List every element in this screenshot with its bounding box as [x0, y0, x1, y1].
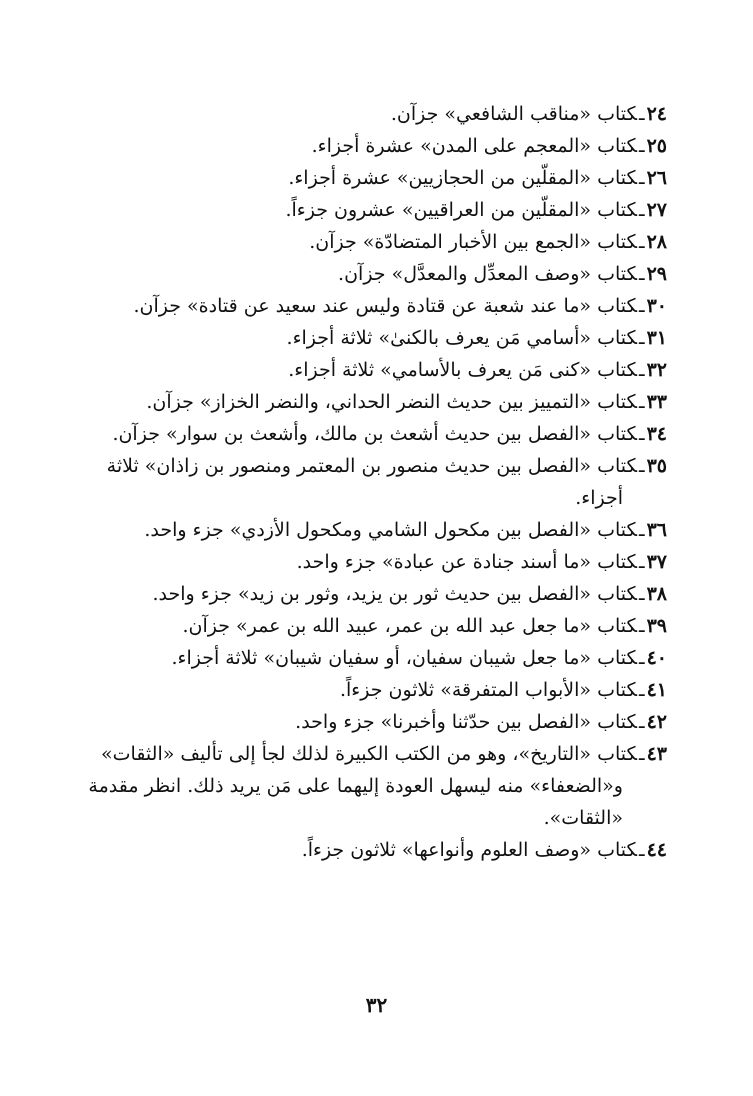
entry-text: كتاب «وصف العلوم وأنواعها» ثلاثون جزءاً.	[301, 839, 637, 861]
entry-number: ٢٦	[646, 167, 667, 189]
entry-number: ٣٠	[646, 295, 667, 317]
list-item: ٢٦ـكتاب «المقلّين من الحجازيين» عشرة أجزاء.	[288, 167, 667, 189]
entry-continuation: «الثقات».	[543, 807, 623, 829]
entry-number: ٤١	[646, 679, 667, 701]
list-item: ٤١ـكتاب «الأبواب المتفرقة» ثلاثون جزءاً.	[339, 679, 667, 701]
book-list	[39, 98, 667, 866]
list-item: ٤٤ـكتاب «وصف العلوم وأنواعها» ثلاثون جزءاً.	[301, 839, 667, 861]
list-item: ٣٦ـكتاب «الفصل بين مكحول الشامي ومكحول الأزدي» جزء واحد.	[144, 519, 667, 541]
entry-number: ٢٨	[646, 231, 667, 253]
entry-number: ٤٤	[646, 839, 667, 861]
list-item: ٤٠ـكتاب «ما جعل شيبان سفيان، أو سفيان شيبان» ثلاثة أجزاء.	[171, 647, 667, 669]
entry-text: كتاب «المقلّين من العراقيين» عشرون جزءاً.	[285, 199, 637, 221]
entry-number: ٤٢	[646, 711, 667, 733]
list-item: ٣٨ـكتاب «الفصل بين حديث ثور بن يزيد، وثور بن زيد» جزء واحد.	[152, 583, 667, 605]
entry-number: ٢٥	[646, 135, 667, 157]
entry-text: كتاب «أسامي مَن يعرف بالكنىٰ» ثلاثة أجزاء.	[286, 327, 637, 349]
list-item: ٣٤ـكتاب «الفصل بين حديث أشعث بن مالك، وأشعث بن سوار» جزآن.	[112, 423, 667, 445]
list-item: ٣٢ـكتاب «كنى مَن يعرف بالأسامي» ثلاثة أجزاء.	[288, 359, 667, 381]
entry-number: ٤٣	[646, 743, 667, 765]
entry-text: كتاب «ما عند شعبة عن قتادة وليس عند سعيد عن قتادة» جزآن.	[133, 295, 637, 317]
entry-text: كتاب «التاريخ»، وهو من الكتب الكبيرة لذلك لجأ إلى تأليف «الثقات»	[101, 743, 637, 765]
list-item: ٢٥ـكتاب «المعجم على المدن» عشرة أجزاء.	[311, 135, 667, 157]
entry-number: ٣٧	[646, 551, 667, 573]
list-item: ٣٣ـكتاب «التمييز بين حديث النضر الحداني، والنضر الخزاز» جزآن.	[146, 391, 667, 413]
entry-number: ٣٦	[646, 519, 667, 541]
entry-number: ٢٧	[646, 199, 667, 221]
entry-number: ٣٤	[646, 423, 667, 445]
list-item: ٣٠ـكتاب «ما عند شعبة عن قتادة وليس عند سعيد عن قتادة» جزآن.	[133, 295, 667, 317]
entry-text: كتاب «ما أسند جنادة عن عبادة» جزء واحد.	[296, 551, 637, 573]
list-item: ٢٧ـكتاب «المقلّين من العراقيين» عشرون جزءاً.	[285, 199, 667, 221]
list-item: ٤٢ـكتاب «الفصل بين حدّثنا وأخبرنا» جزء واحد.	[295, 711, 667, 733]
entry-text: كتاب «ما جعل عبد الله بن عمر، عبيد الله بن عمر» جزآن.	[182, 615, 637, 637]
entry-number: ٣١	[646, 327, 667, 349]
entry-number: ٣٢	[646, 359, 667, 381]
entry-text: كتاب «المعجم على المدن» عشرة أجزاء.	[311, 135, 637, 157]
list-item: ٣٥ـكتاب «الفصل بين حديث منصور بن المعتمر ومنصور بن زاذان» ثلاثة أجزاء.	[39, 450, 667, 514]
entry-text: كتاب «الجمع بين الأخبار المتضادّة» جزآن.	[309, 231, 637, 253]
entry-continuation: أجزاء.	[575, 487, 623, 509]
entry-number: ٣٩	[646, 615, 667, 637]
entry-text: كتاب «الفصل بين حدّثنا وأخبرنا» جزء واحد.	[295, 711, 637, 733]
entry-continuation: و«الضعفاء» منه ليسهل العودة إليهما على مَن يريد ذلك. انظر مقدمة	[88, 775, 623, 797]
entry-number: ٤٠	[646, 647, 667, 669]
entry-text: كتاب «مناقب الشافعي» جزآن.	[390, 103, 637, 125]
entry-text: كتاب «كنى مَن يعرف بالأسامي» ثلاثة أجزاء.	[288, 359, 637, 381]
entry-text: كتاب «الفصل بين حديث ثور بن يزيد، وثور بن زيد» جزء واحد.	[152, 583, 637, 605]
list-item: ٤٣ـكتاب «التاريخ»، وهو من الكتب الكبيرة لذلك لجأ إلى تأليف «الثقات» و«الضعفاء» منه ليسهل العودة إليهما على مَن يريد ذلك. انظر مقدمة «الثقات».	[39, 738, 667, 834]
entry-text: كتاب «الأبواب المتفرقة» ثلاثون جزءاً.	[339, 679, 637, 701]
entry-number: ٣٨	[646, 583, 667, 605]
page-number: ٣٢	[365, 993, 388, 1017]
entry-number: ٢٩	[646, 263, 667, 285]
list-item: ٣٩ـكتاب «ما جعل عبد الله بن عمر، عبيد الله بن عمر» جزآن.	[182, 615, 667, 637]
entry-number: ٣٣	[646, 391, 667, 413]
entry-text: كتاب «المقلّين من الحجازيين» عشرة أجزاء.	[288, 167, 637, 189]
entry-text: كتاب «وصف المعدِّل والمعدَّل» جزآن.	[338, 263, 637, 285]
entry-text: كتاب «الفصل بين مكحول الشامي ومكحول الأزدي» جزء واحد.	[144, 519, 637, 541]
list-item: ٢٨ـكتاب «الجمع بين الأخبار المتضادّة» جزآن.	[309, 231, 667, 253]
list-item: ٣١ـكتاب «أسامي مَن يعرف بالكنىٰ» ثلاثة أجزاء.	[286, 327, 667, 349]
entry-text: كتاب «الفصل بين حديث أشعث بن مالك، وأشعث بن سوار» جزآن.	[112, 423, 637, 445]
entry-text: كتاب «ما جعل شيبان سفيان، أو سفيان شيبان» ثلاثة أجزاء.	[171, 647, 637, 669]
entry-text: كتاب «التمييز بين حديث النضر الحداني، والنضر الخزاز» جزآن.	[146, 391, 637, 413]
entry-number: ٢٤	[646, 103, 667, 125]
list-item: ٣٧ـكتاب «ما أسند جنادة عن عبادة» جزء واحد.	[296, 551, 667, 573]
list-item: ٢٤ـكتاب «مناقب الشافعي» جزآن.	[390, 103, 667, 125]
entry-text: كتاب «الفصل بين حديث منصور بن المعتمر ومنصور بن زاذان» ثلاثة	[106, 455, 637, 477]
entry-number: ٣٥	[646, 455, 667, 477]
list-item: ٢٩ـكتاب «وصف المعدِّل والمعدَّل» جزآن.	[338, 263, 667, 285]
